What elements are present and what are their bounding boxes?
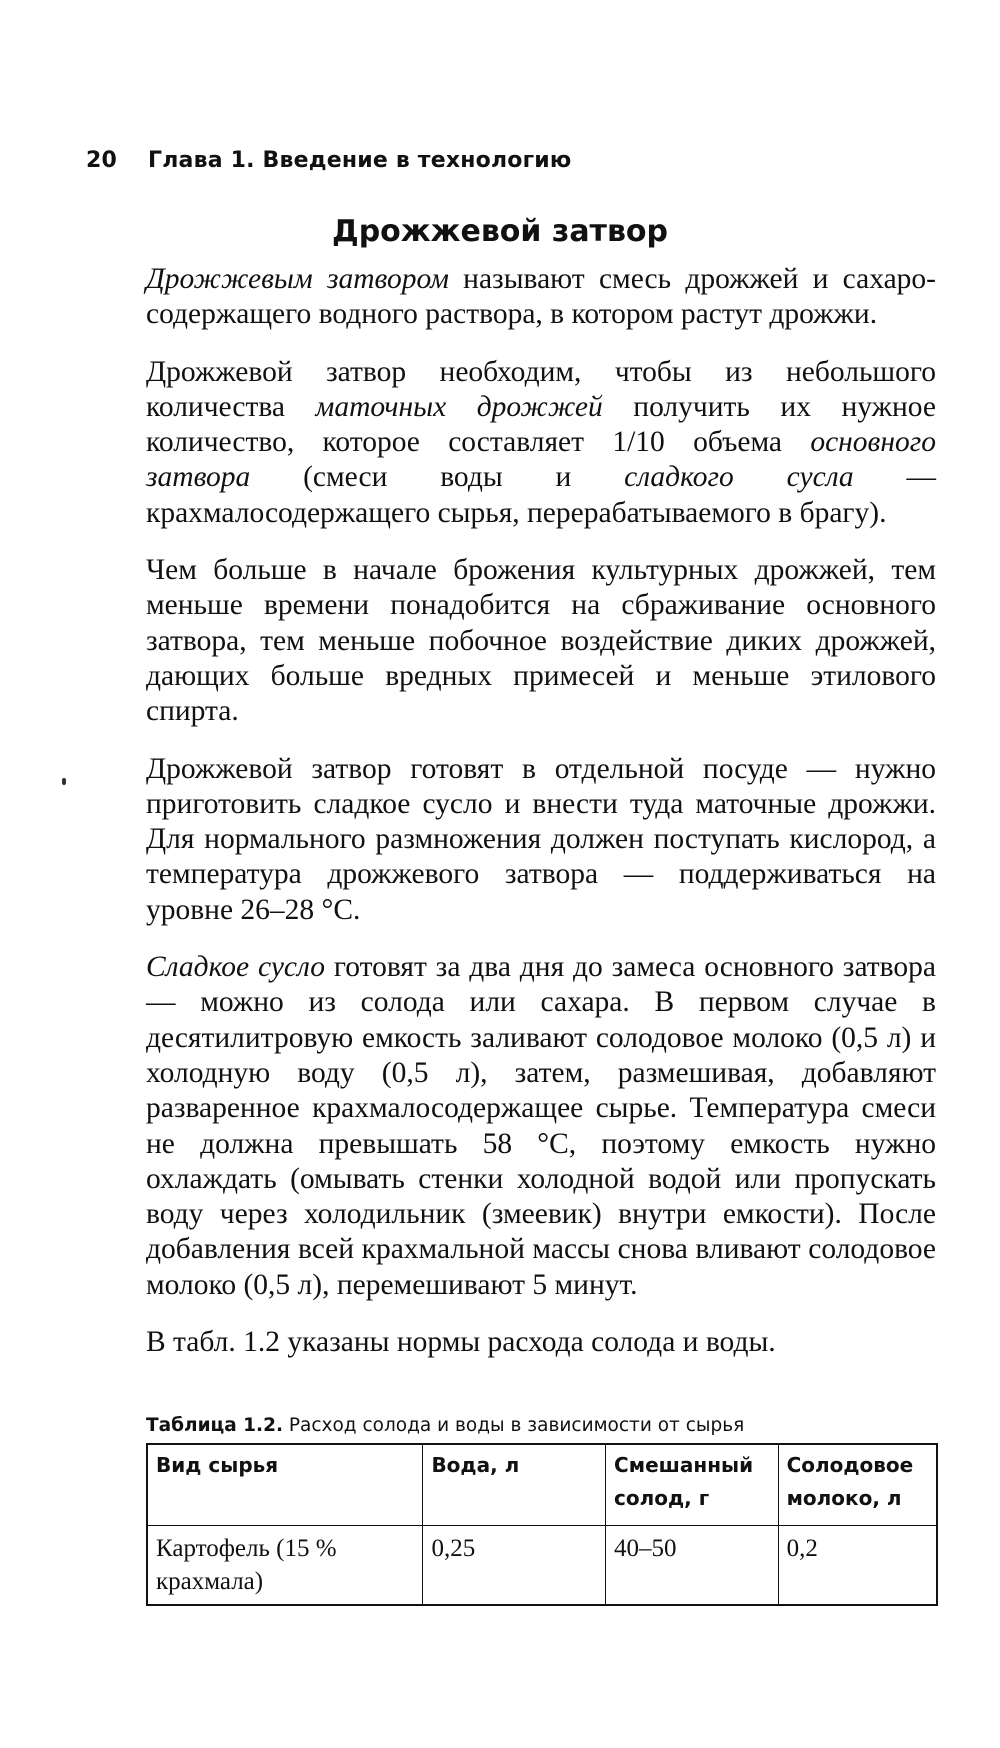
paragraph-text: Дрожжевой затвор готовят в отдельной посуде — нужно приготовить сладкое сусло и внести туда маточные дрожжи. Для нормального размножения должен поступать кислород, а температура дрожжевого затвора — поддерживаться на уровне 26–28 °С.	[146, 752, 936, 926]
term-emphasis: основного затвора	[146, 426, 936, 494]
table-cell: Картофель (15 % крахмала)	[147, 1526, 423, 1606]
column-header-raw-material: Вид сырья	[147, 1444, 423, 1526]
table-cell: 0,2	[778, 1526, 937, 1606]
running-header	[86, 148, 572, 173]
paragraph-6	[146, 1325, 936, 1360]
section-title: Дрожжевой затвор	[331, 214, 669, 249]
column-header-malt-milk: Солодовое молоко, л	[778, 1444, 937, 1526]
paragraph-text: Чем больше в начале брожения культурных дрожжей, тем меньше времени понадобится на сбраживание основного затвора, тем меньше побочное воздействие диких дрожжей, дающих больше вредных примесей и меньше этилового спирта.	[146, 554, 936, 728]
table-cell: 0,25	[423, 1526, 606, 1606]
table-caption-label: Таблица 1.2.	[146, 1415, 283, 1436]
stray-ink-mark	[62, 778, 66, 785]
term-emphasis: сладкого сусла	[624, 461, 854, 494]
paragraph-4	[146, 752, 936, 928]
chapter-title: Глава 1. Введение в технологию	[148, 148, 572, 173]
paragraph-text: готовят за два дня до замеса основного затвора — можно из солода или сахара. В первом случае в десятилитровую емкость заливают солодовое молоко (0,5 л) и холодную воду (0,5 л), затем, размешивая, добавляют разваренное крахмалосодержащее сырье. Температура смеси не должна превышать 58 °С, поэтому емкость нужно охлаждать (омывать стенки холодной водой или пропускать воду через холодильник (змеевик) внутри емкости). После добавления всей крахмальной массы снова вливают солодовое молоко (0,5 л), перемешивают 5 минут.	[146, 951, 936, 1301]
paragraph-5	[146, 950, 936, 1303]
page-number: 20	[86, 148, 118, 173]
paragraph-3	[146, 553, 936, 729]
paragraph-text: называют смесь дрожжей и сахаро-содержащего водного раствора, в котором растут дрожжи.	[146, 263, 936, 331]
paragraph-text: Дрожжевой затвор необходим, чтобы из небольшого количества	[146, 355, 936, 423]
column-header-mixed-malt: Смешанный солод, г	[606, 1444, 779, 1526]
body-text	[146, 262, 936, 1382]
paragraph-text: получить их нужное количество, которое составляет 1/10 объема	[146, 390, 936, 459]
term-emphasis: Дрожжевым затвором	[146, 263, 449, 295]
table-cell: 40–50	[606, 1526, 779, 1606]
table-caption	[146, 1415, 946, 1436]
paragraph-1	[146, 262, 936, 333]
table-header-row	[147, 1444, 937, 1526]
paragraph-text: — крахмалосодержащего сырья, перерабатываемого в брагу).	[146, 461, 937, 529]
paragraph-text: (смеси воды и	[250, 461, 625, 494]
table-row	[147, 1526, 937, 1606]
table-caption-text: Расход солода и воды в зависимости от сырья	[282, 1415, 745, 1436]
term-emphasis: Сладкое сусло	[146, 951, 325, 984]
malt-water-table	[146, 1443, 938, 1606]
term-emphasis: маточных дрожжей	[315, 390, 603, 423]
paragraph-2	[146, 355, 936, 531]
column-header-water: Вода, л	[423, 1444, 606, 1526]
paragraph-text: В табл. 1.2 указаны нормы расхода солода и воды.	[146, 1326, 776, 1359]
